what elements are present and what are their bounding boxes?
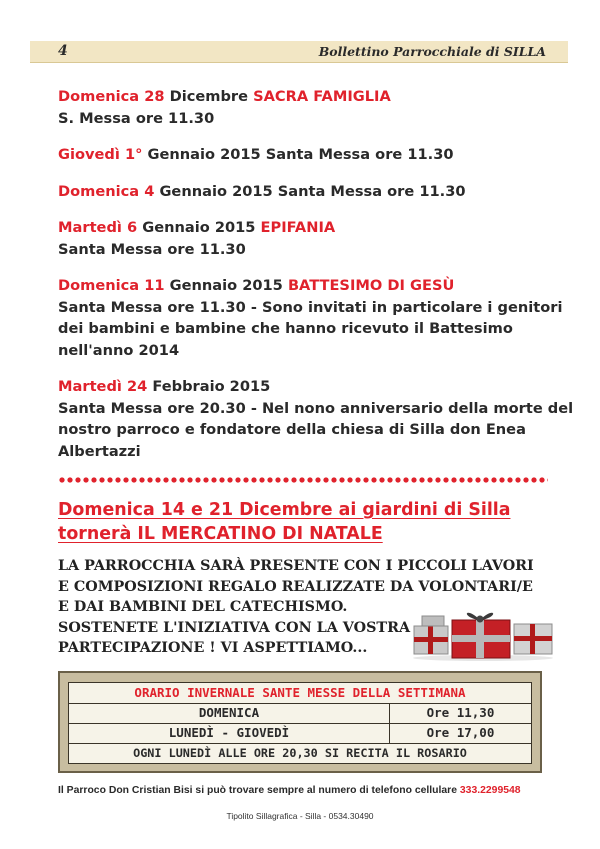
event-date: Dicembre [164, 88, 254, 105]
dotted-divider [58, 475, 548, 485]
event-day: Domenica 11 [58, 277, 165, 294]
schedule-time: Ore 11,30 [426, 705, 495, 720]
event-item [58, 181, 578, 203]
notice-line: PARTECIPAZIONE ! VI ASPETTIAMO... [58, 640, 368, 657]
event-date: Gennaio 2015 Santa Messa ore 11.30 [142, 146, 454, 163]
market-line: Domenica 14 e 21 Dicembre ai giardini di Silla [58, 500, 511, 520]
rosary-note: OGNI LUNEDÌ ALLE ORE 20,30 SI RECITA IL ROSARIO [133, 746, 467, 760]
schedule-row [69, 723, 531, 744]
contact-footer [58, 785, 578, 796]
event-item [58, 376, 578, 462]
schedule-rosary-row [69, 743, 531, 763]
event-day: Domenica 28 [58, 88, 165, 105]
event-detail: Santa Messa ore 11.30 - Sono invitati in particolare i genitori dei bambini e bambine che hanno ricevuto il Battesimo nell'anno 2014 [58, 298, 563, 359]
notice-line: E DAI BAMBINI DEL CATECHISMO. [58, 599, 348, 616]
event-feast: BATTESIMO DI GESÙ [287, 277, 455, 294]
page-header [30, 41, 568, 63]
schedule-row [69, 703, 531, 724]
contact-text: Il Parroco Don Cristian Bisi si può trovare sempre al numero di telefono cellulare [58, 785, 460, 796]
event-day: Giovedì 1° [58, 146, 143, 163]
event-item [58, 86, 578, 129]
market-announcement [58, 498, 558, 546]
event-detail: Santa Messa ore 20.30 - Nel nono anniversario della morte del nostro parroco e fondatore della chiesa di Silla don Enea Albertazzi [58, 399, 574, 460]
notice-line: LA PARROCCHIA SARÀ PRESENTE CON I PICCOLI LAVORI [58, 558, 534, 574]
event-date: Gennaio 2015 Santa Messa ore 11.30 [154, 182, 466, 200]
event-item [58, 217, 578, 260]
notice-line: SOSTENETE L'INIZIATIVA CON LA VOSTRA [58, 619, 411, 636]
event-day: Martedì 6 [58, 219, 138, 236]
schedule-title: ORARIO INVERNALE SANTE MESSE DELLA SETTIMANA [134, 685, 466, 700]
event-day: Domenica 4 [58, 182, 155, 200]
schedule-day: DOMENICA [69, 703, 390, 723]
event-item [58, 144, 578, 166]
printer-credit: Tipolito Sillagrafica - Silla - 0534.30490 [226, 811, 374, 821]
contact-phone: 333.2299548 [459, 785, 521, 796]
event-feast: EPIFANIA [260, 219, 336, 236]
schedule-title-row [69, 683, 531, 704]
schedule-time: Ore 17,00 [426, 725, 495, 740]
notice-line: E COMPOSIZIONI REGALO REALIZZATE DA VOLONTARI/E [58, 578, 533, 595]
bulletin-title: Bollettino Parrocchiale di SILLA [318, 44, 546, 59]
event-detail: Santa Messa ore 11.30 [58, 240, 246, 258]
mass-schedule-frame [58, 671, 542, 773]
gift-boxes-image [408, 602, 558, 662]
market-line: tornerà IL MERCATINO DI NATALE [58, 524, 383, 544]
event-date: Febbraio 2015 [147, 378, 271, 395]
event-day: Martedì 24 [58, 378, 148, 395]
event-date: Gennaio 2015 [164, 277, 288, 294]
event-detail: S. Messa ore 11.30 [58, 109, 215, 127]
schedule-day: LUNEDÌ - GIOVEDÌ [69, 723, 390, 743]
events-list [58, 86, 578, 477]
page-number: 4 [58, 43, 68, 59]
event-item [58, 275, 578, 361]
event-date: Gennaio 2015 [137, 219, 261, 236]
event-feast: SACRA FAMIGLIA [253, 88, 391, 105]
mass-schedule-table [68, 682, 532, 764]
